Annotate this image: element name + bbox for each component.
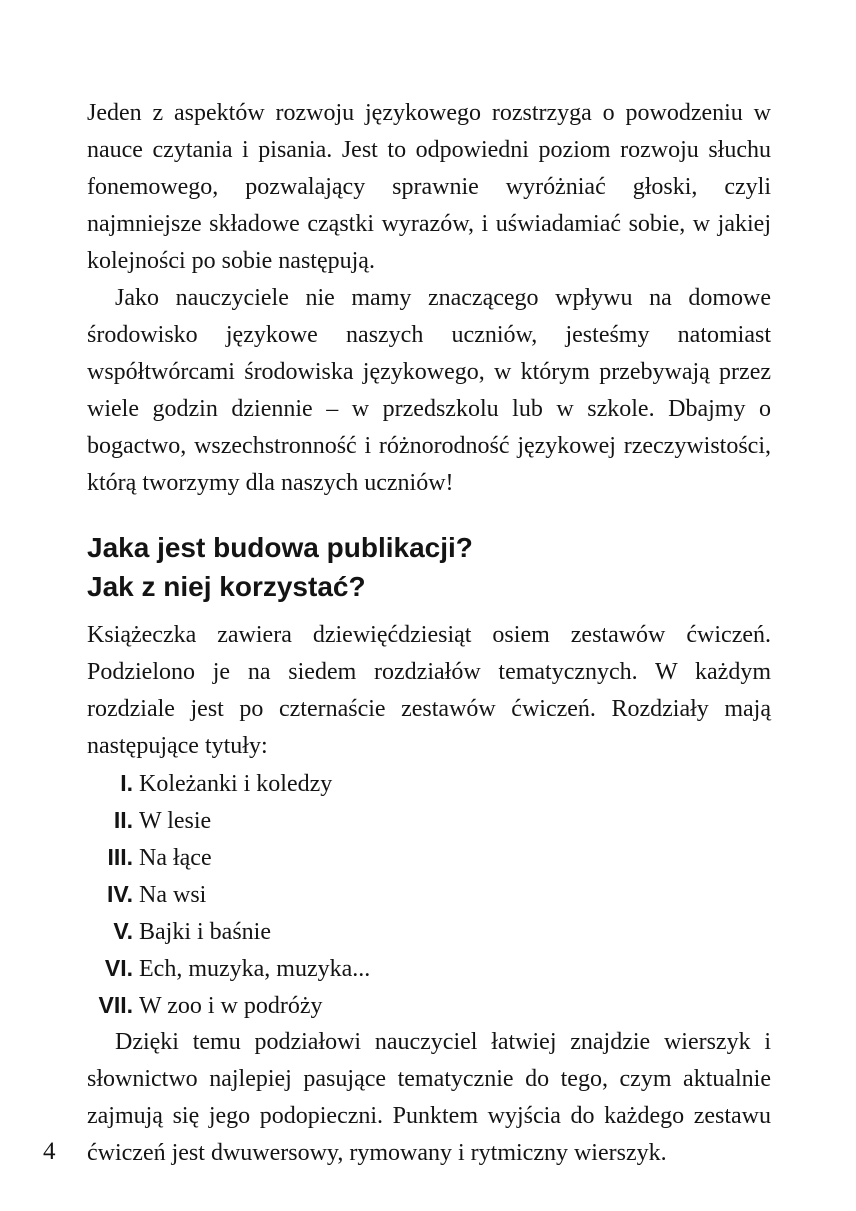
section-paragraph: Książeczka zawiera dziewięćdziesiąt osiem zestawów ćwiczeń. Podzielono je na siedem rozdziałów tematycznych. W każdym rozdziale jest po czternaście zestawów ćwiczeń. Rozdziały mają następujące tytuły:	[87, 622, 771, 759]
chapter-title: Na łące	[139, 845, 212, 871]
chapter-numeral: III.	[107, 844, 133, 870]
chapter-title: Na wsi	[139, 882, 207, 908]
chapter-item	[87, 839, 771, 876]
chapter-item	[87, 876, 771, 913]
intro-paragraph-1: Jeden z aspektów rozwoju językowego rozstrzyga o powodzeniu w nauce czytania i pisania. Jest to odpowiedni poziom rozwoju słuchu fonemowego, pozwalający sprawnie wyróżniać głoski, czyli najmniejsze składowe cząstki wyrazów, i uświadamiać sobie, w jakiej kolejności po sobie następują.	[87, 100, 771, 274]
page-content	[87, 95, 771, 1172]
chapter-numeral: II.	[113, 807, 133, 833]
chapter-item	[87, 987, 771, 1024]
chapter-title: Koleżanki i koledzy	[139, 771, 333, 797]
page-number: 4	[43, 1138, 56, 1165]
section-heading-line-1: Jaka jest budowa publikacji?	[87, 532, 473, 563]
section-heading	[87, 528, 771, 606]
chapter-numeral: VI.	[104, 955, 133, 981]
chapter-title: W zoo i w podróży	[139, 993, 323, 1019]
chapter-numeral: VII.	[98, 992, 133, 1018]
section-heading-line-2: Jak z niej korzystać?	[87, 571, 366, 602]
intro-paragraph-2: Jako nauczyciele nie mamy znaczącego wpływu na domowe środowisko językowe naszych uczniów, jesteśmy natomiast współtwórcami środowiska językowego, w którym przebywają przez wiele godzin dziennie – w przedszkolu lub w szkole. Dbajmy o bogactwo, wszechstronność i różnorodność językowej rzeczywistości, którą tworzymy dla naszych uczniów!	[87, 285, 771, 496]
chapter-title: W lesie	[139, 808, 212, 834]
chapter-title: Ech, muzyka, muzyka...	[139, 956, 371, 982]
chapter-item	[87, 913, 771, 950]
chapter-numeral: I.	[120, 770, 133, 796]
chapter-item	[87, 950, 771, 987]
closing-paragraph: Dzięki temu podziałowi nauczyciel łatwiej znajdzie wierszyk i słownictwo najlepiej pasujące tematycznie do tego, czym aktualnie zajmują się jego podopieczni. Punktem wyjścia do każdego zestawu ćwiczeń jest dwuwersowy, rymowany i rytmiczny wierszyk.	[87, 1029, 771, 1166]
chapter-title: Bajki i baśnie	[139, 919, 271, 945]
chapter-list	[87, 765, 771, 1024]
chapter-item	[87, 802, 771, 839]
chapter-numeral: IV.	[106, 881, 133, 907]
chapter-numeral: V.	[113, 918, 133, 944]
chapter-item	[87, 765, 771, 802]
